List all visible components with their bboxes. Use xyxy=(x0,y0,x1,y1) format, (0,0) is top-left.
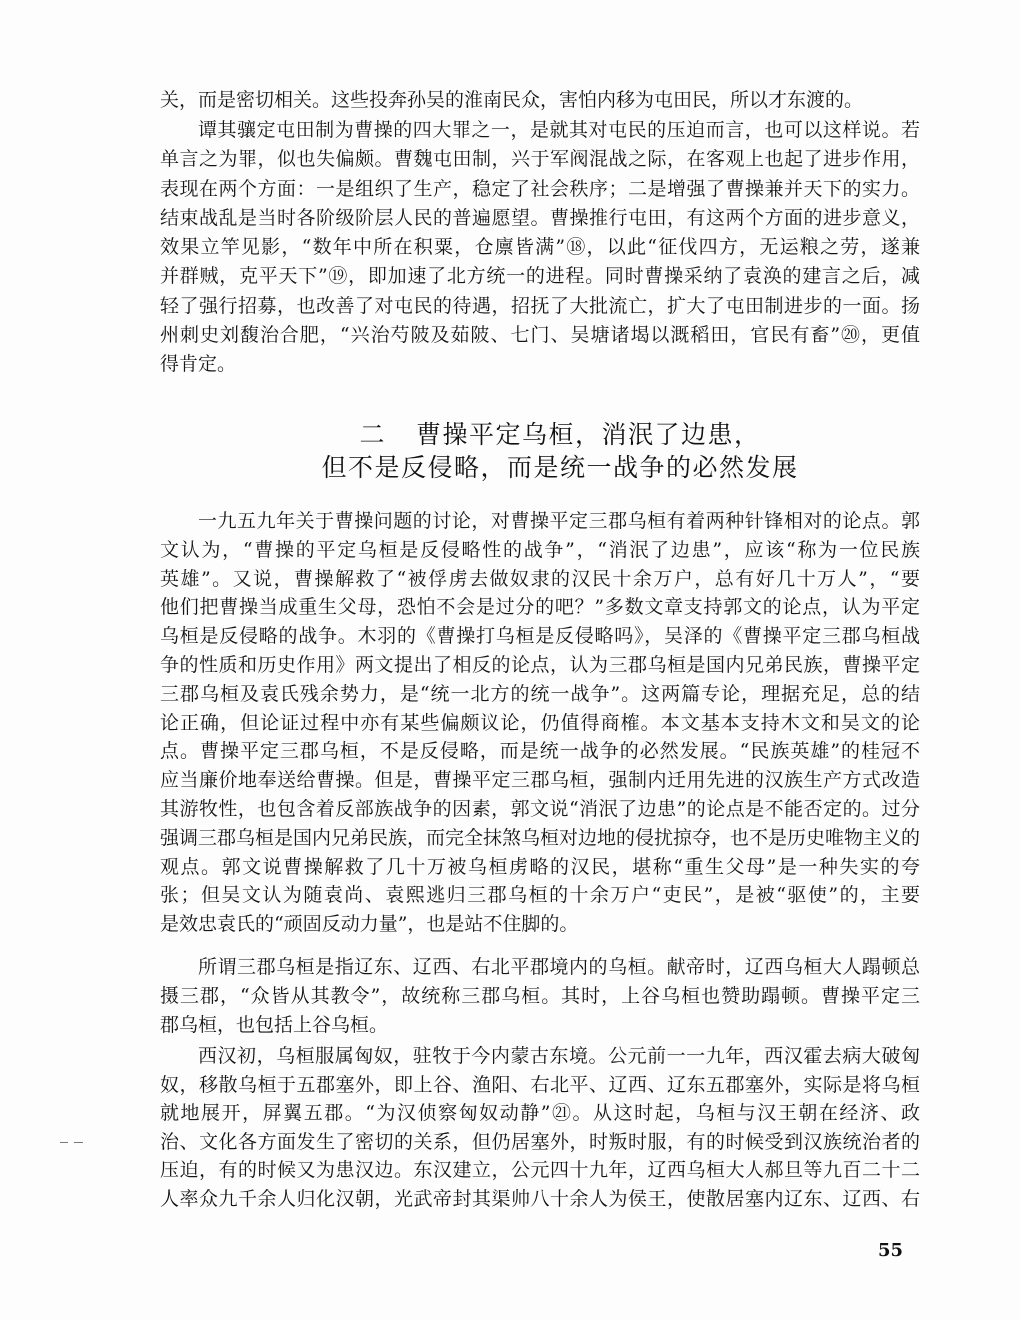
section-heading-line xyxy=(300,418,820,451)
text-line: 关，而是密切相关。这些投奔孙吴的淮南民众，害怕内移为屯田民，所以才东渡的。 xyxy=(160,89,864,111)
text-line: 应当廉价地奉送给曹操。但是，曹操平定三郡乌桓，强制内迁用先进的汉族生产方式改造 xyxy=(160,769,920,792)
paragraph xyxy=(160,86,920,115)
text-line: 所谓三郡乌桓是指辽东、辽西、右北平郡境内的乌桓。献帝时，辽西乌桓大人蹋顿总 xyxy=(198,956,920,978)
text-line: 结束战乱是当时各阶级阶层人民的普遍愿望。曹操推行屯田，有这两个方面的进步意义， xyxy=(160,206,920,229)
paragraph xyxy=(160,953,920,1040)
text-line: 争的性质和历史作用》两文提出了相反的论点，认为三郡乌桓是国内兄弟民族，曹操平定 xyxy=(160,653,920,676)
text-line: 他们把曹操当成重生父母，恐怕不会是过分的吧？”多数文章支持郭文的论点，认为平定 xyxy=(160,596,920,619)
text-line: 轻了强行招募，也改善了对屯民的待遇，招抚了大批流亡，扩大了屯田制进步的一面。扬 xyxy=(160,294,920,317)
text-line: 强调三郡乌桓是国内兄弟民族，而完全抹煞乌桓对边地的侵扰掠夺，也不是历史唯物主义的 xyxy=(160,826,921,849)
text-line: 摄三郡，“众皆从其教令”，故统称三郡乌桓。其时，上谷乌桓也赞助蹋顿。曹操平定三 xyxy=(160,985,920,1007)
text-line: 点。曹操平定三郡乌桓，不是反侵略，而是统一战争的必然发展。“民族英雄”的桂冠不 xyxy=(160,740,920,763)
text-line: 谭其骧定屯田制为曹操的四大罪之一，是就其对屯民的压迫而言，也可以这样说。若 xyxy=(198,119,920,141)
page-number: 55 xyxy=(878,1240,904,1261)
text-line: 郡乌桓，也包括上谷乌桓。 xyxy=(160,1014,389,1036)
text-line: 单言之为罪，似也失偏颇。曹魏屯田制，兴于军阀混战之际，在客观上也起了进步作用， xyxy=(160,148,920,171)
text-line: 效果立竿见影，“数年中所在积粟，仓廪皆满”⑱，以此“征伐四方，无运粮之劳，遂兼 xyxy=(160,236,920,259)
text-line: 三郡乌桓及袁氏残余势力，是“统一北方的统一战争”。这两篇专论，理据充足，总的结 xyxy=(160,682,920,705)
text-line: 观点。郭文说曹操解救了几十万被乌桓虏略的汉民，堪称“重生父母”是一种失实的夸 xyxy=(160,855,920,878)
scan-artifact xyxy=(60,1141,86,1145)
section-number: 二 xyxy=(359,420,386,449)
paragraph xyxy=(160,116,920,380)
text-line: 治、文化各方面发生了密切的关系，但仍居塞外，时叛时服，有的时候受到汉族统治者的 xyxy=(160,1130,920,1153)
text-line: 一九五九年关于曹操问题的讨论，对曹操平定三郡乌桓有着两种针锋相对的论点。郭 xyxy=(198,510,920,532)
paragraph xyxy=(160,507,920,939)
paragraph xyxy=(160,1042,920,1214)
text-line: 得肯定。 xyxy=(160,353,237,376)
text-line: 英雄”。又说，曹操解救了“被俘虏去做奴隶的汉民十余万户，总有好几十万人”，“要 xyxy=(160,567,920,590)
text-line: 论正确，但论证过程中亦有某些偏颇议论，仍值得商榷。本文基本支持木文和吴文的论 xyxy=(160,711,920,734)
text-line: 奴，移散乌桓于五郡塞外，即上谷、渔阳、右北平、辽西、辽东五郡塞外，实际是将乌桓 xyxy=(160,1073,920,1096)
section-title-line: 曹操平定乌桓，消泯了边患， xyxy=(416,420,761,449)
text-line: 西汉初，乌桓服属匈奴，驻牧于今内蒙古东境。公元前一一九年，西汉霍去病大破匈 xyxy=(198,1045,920,1067)
text-line: 表现在两个方面：一是组织了生产，稳定了社会秩序；二是增强了曹操兼并天下的实力。 xyxy=(160,177,920,200)
text-line: 压迫，有的时候又为患汉边。东汉建立，公元四十九年，辽西乌桓大人郝旦等九百二十二 xyxy=(160,1159,920,1182)
text-line: 就地展开，屏翼五郡。“为汉侦察匈奴动静”㉑。从这时起，乌桓与汉王朝在经济、政 xyxy=(160,1102,920,1125)
text-line: 是效忠袁氏的“顽固反动力量”，也是站不住脚的。 xyxy=(160,913,579,936)
text-line: 人率众九千余人归化汉朝，光武帝封其渠帅八十余人为侯王，使散居塞内辽东、辽西、右 xyxy=(160,1187,920,1210)
text-line: 文认为，“曹操的平定乌桓是反侵略性的战争”，“消泯了边患”，应该“称为一位民族 xyxy=(160,538,920,561)
section-heading xyxy=(300,418,820,484)
text-line: 其游牧性，也包含着反部族战争的因素，郭文说“消泯了边患”的论点是不能否定的。过分 xyxy=(160,797,920,820)
section-title-line: 但不是反侵略，而是统一战争的必然发展 xyxy=(321,453,799,482)
text-line: 张；但吴文认为随袁尚、袁熙逃归三郡乌桓的十余万户“吏民”，是被“驱使”的，主要 xyxy=(160,884,920,907)
text-line: 乌桓是反侵略的战争。木羽的《曹操打乌桓是反侵略吗》，吴泽的《曹操平定三郡乌桓战 xyxy=(160,625,920,648)
text-line: 州刺史刘馥治合肥，“兴治芍陂及茹陂、七门、吴塘诸堨以溉稻田，官民有畜”⑳，更值 xyxy=(160,324,920,347)
text-line: 并群贼，克平天下”⑲，即加速了北方统一的进程。同时曹操采纳了袁涣的建言之后，减 xyxy=(160,265,920,288)
